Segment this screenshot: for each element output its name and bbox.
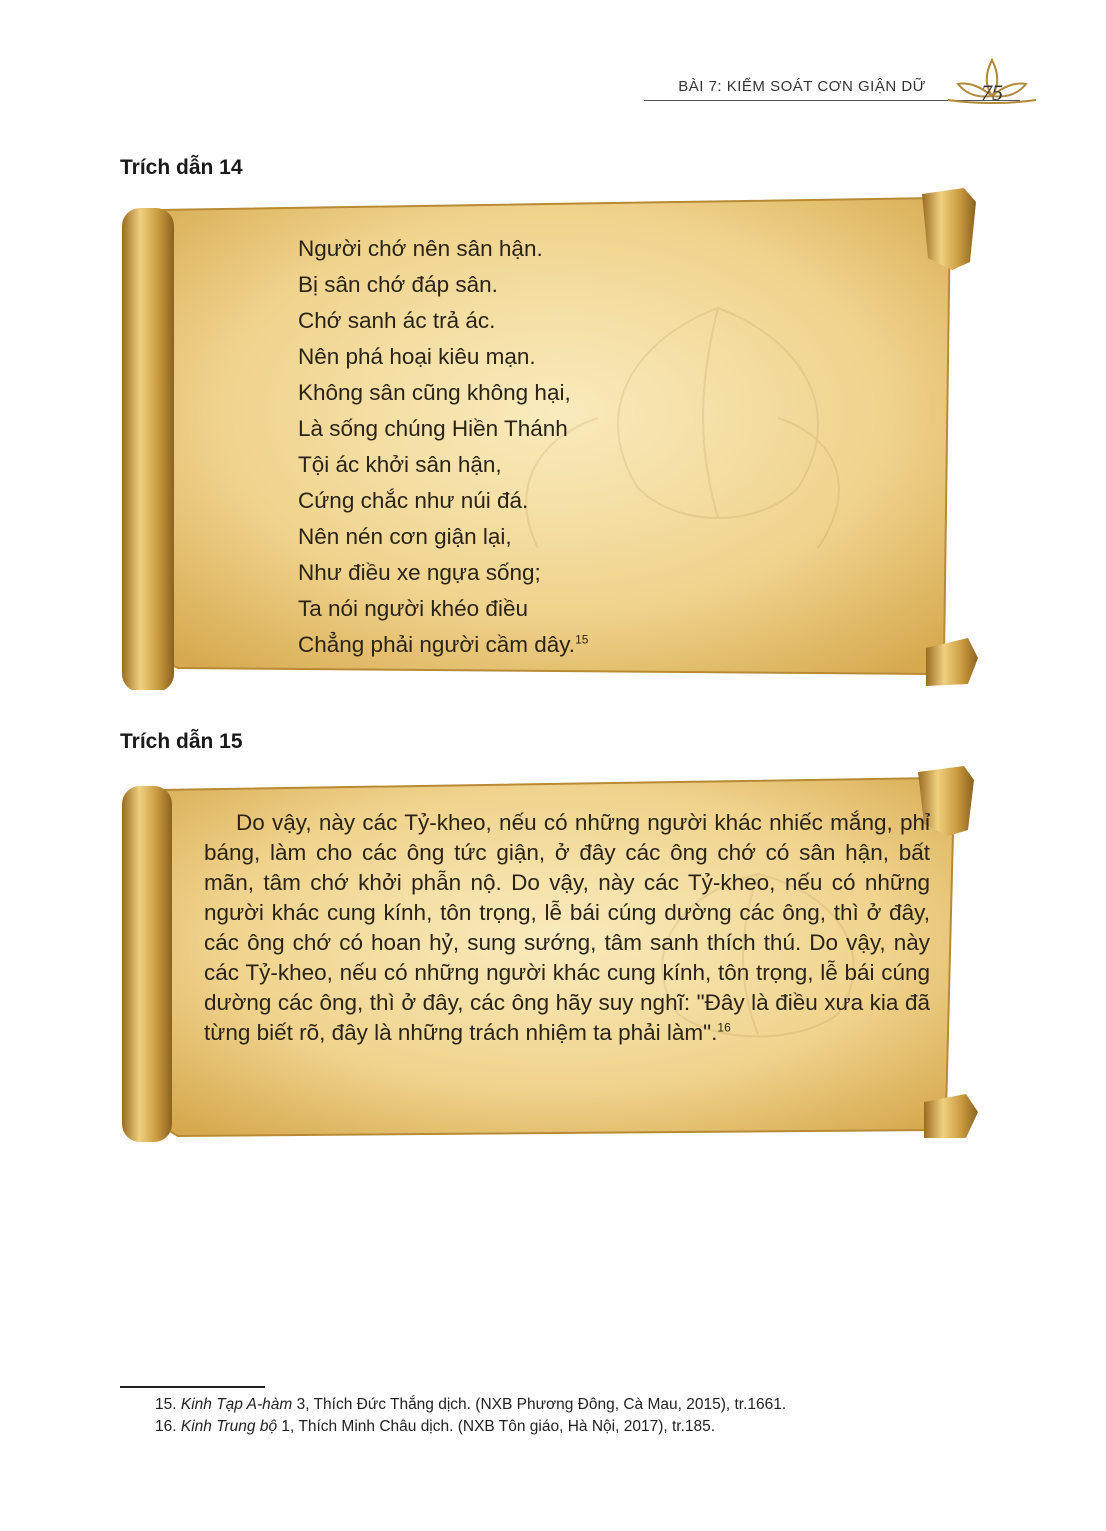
poem-line: Là sống chúng Hiền Thánh	[298, 416, 568, 441]
footnote-book-title: Kinh Tạp A-hàm	[180, 1396, 293, 1413]
footnote-number: 15.	[155, 1396, 177, 1413]
poem-line: Nên phá hoại kiêu mạn.	[298, 344, 536, 369]
footnote-book-title: Kinh Trung bộ	[180, 1418, 278, 1435]
quote15-title: Trích dẫn 15	[120, 730, 243, 753]
footnote-15	[155, 1394, 786, 1416]
poem-line: Tội ác khởi sân hận,	[298, 452, 502, 477]
poem-line: Người chớ nên sân hận.	[298, 236, 543, 261]
quote14-poem	[298, 231, 588, 663]
quote15-paragraph	[204, 808, 930, 1048]
footnote-16	[155, 1416, 786, 1438]
poem-line	[298, 627, 588, 663]
scroll-frame-15	[118, 764, 980, 1144]
footnote-number: 16.	[155, 1418, 177, 1435]
footnote-detail: 3, Thích Đức Thắng dịch. (NXB Phương Đông, Cà Mau, 2015), tr.1661.	[292, 1396, 787, 1413]
running-title: BÀI 7: KIỂM SOÁT CƠN GIẬN DỮ	[678, 78, 926, 95]
quote14-title: Trích dẫn 14	[120, 156, 243, 179]
poem-line: Cứng chắc như núi đá.	[298, 488, 529, 513]
footnote-ref-16: 16	[717, 1020, 731, 1035]
poem-line: Không sân cũng không hại,	[298, 380, 571, 405]
quote15-text: Do vậy, này các Tỷ-kheo, nếu có những người khác nhiếc mắng, phỉ báng, làm cho các ông tức giận, ở đây các ông chớ có sân hận, bất mãn, tâm chớ khởi phẫn nộ. Do vậy, này các Tỷ-kheo, nếu có những người khác cung kính, tôn trọng, lễ bái cúng dường các ông, thì ở đây, các ông chớ có hoan hỷ, sung sướng, tâm sanh thích thú. Do vậy, này các Tỷ-kheo, nếu có những người khác cung kính, tôn trọng, lễ bái cúng dường các ông, thì ở đây, các ông hãy suy nghĩ: "Đây là điều xưa kia đã từng biết rõ, đây là những trách nhiệm ta phải làm".	[204, 810, 930, 1045]
footnote-rule	[120, 1386, 265, 1388]
poem-line: Như điều xe ngựa sống;	[298, 560, 541, 585]
poem-line: Nên nén cơn giận lại,	[298, 524, 512, 549]
poem-line: Bị sân chớ đáp sân.	[298, 272, 498, 297]
poem-line-text: Chẳng phải người cầm dây.	[298, 632, 576, 657]
footnote-detail: 1, Thích Minh Châu dịch. (NXB Tôn giáo, Hà Nội, 2017), tr.185.	[277, 1418, 716, 1435]
poem-line: Chớ sanh ác trả ác.	[298, 308, 496, 333]
footnotes	[155, 1394, 786, 1438]
footnote-ref-15: 15	[575, 632, 589, 647]
scroll-frame-14	[118, 188, 980, 690]
page-number: 75	[981, 80, 1003, 105]
poem-line: Ta nói người khéo điều	[298, 596, 528, 621]
